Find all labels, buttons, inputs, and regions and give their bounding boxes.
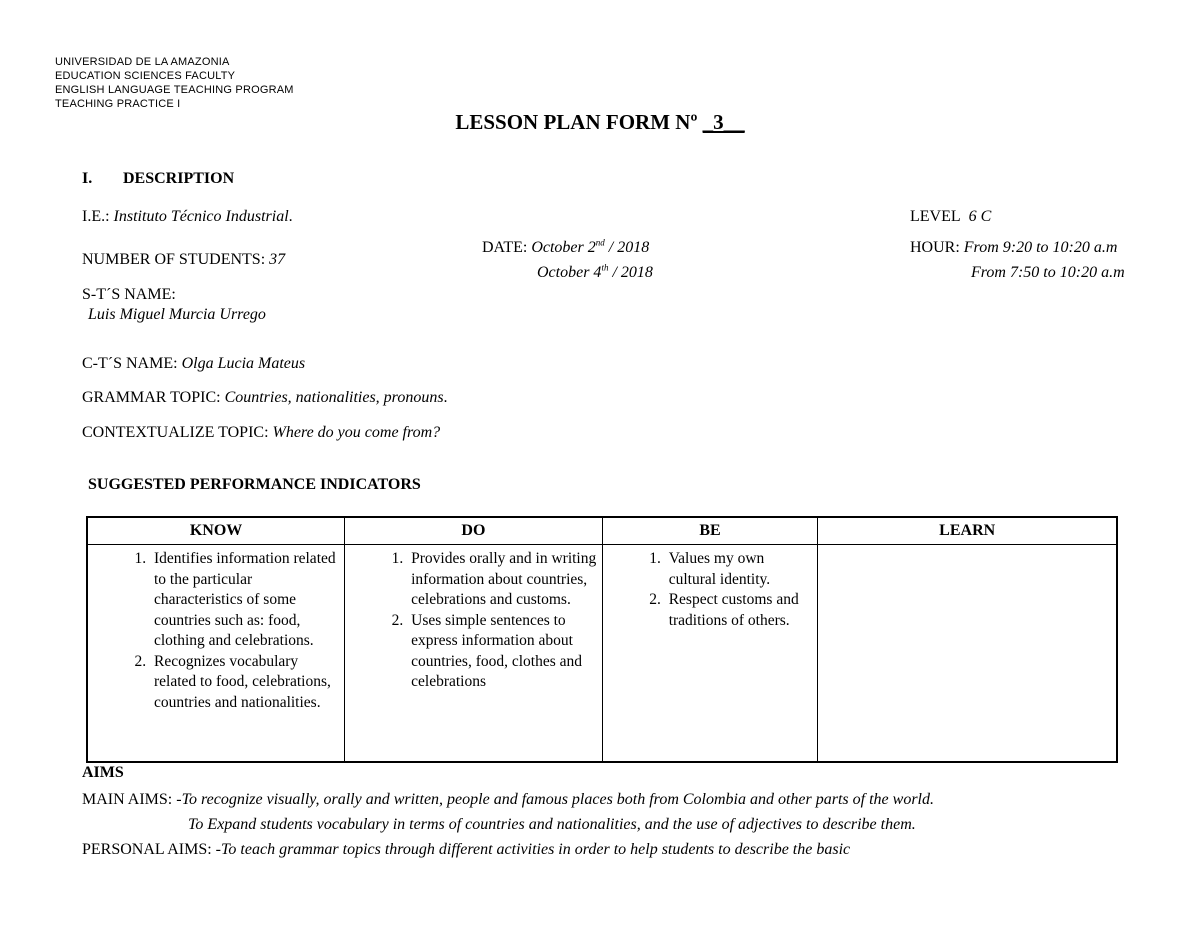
table-header-row (87, 517, 1117, 545)
date-2: October 4th / 2018 (537, 262, 653, 281)
ct-name-label: C-T´S NAME: (82, 355, 178, 372)
hour-1: From 9:20 to 10:20 a.m (963, 239, 1118, 256)
title-prefix: LESSON PLAN FORM Nº (455, 110, 703, 134)
institution-name: UNIVERSIDAD DE LA AMAZONIA (55, 56, 230, 68)
main-aim-2: To Expand students vocabulary in terms of countries and nationalities, and the use of adjectives to describe them. (188, 816, 916, 833)
know-cell (87, 545, 345, 763)
date-field-1 (482, 239, 649, 257)
ie-value: Instituto Técnico Industrial (113, 208, 289, 225)
date-label: DATE: (482, 239, 528, 256)
form-number: _3__ (702, 110, 745, 134)
level-label: LEVEL (910, 208, 961, 225)
hour-label: HOUR: (910, 239, 960, 256)
be-cell (602, 545, 818, 763)
grammar-topic-value: Countries, nationalities, pronouns (224, 389, 444, 406)
level-field (910, 208, 991, 226)
faculty-name: EDUCATION SCIENCES FACULTY (55, 70, 236, 82)
be-item: 2. Respect customs and traditions of others. (665, 590, 814, 631)
table-row (87, 545, 1117, 763)
hour-field-1 (910, 239, 1117, 257)
know-item: 2. Recognizes vocabulary related to food, celebrations, countries and nationalities. (150, 652, 340, 714)
program-name: ENGLISH LANGUAGE TEACHING PROGRAM (55, 84, 294, 96)
know-item: 1. Identifies information related to the particular characteristics of some countries such as: food, clothing and celebrations. (150, 549, 340, 652)
ie-period: . (288, 208, 293, 225)
main-aims-label: MAIN AIMS: (82, 791, 173, 808)
main-aim-1: -To recognize visually, orally and written, people and famous places both from Colombia and other parts of the world. (176, 791, 934, 808)
column-header-do: DO (345, 517, 603, 545)
do-cell (345, 545, 603, 763)
context-topic-field (82, 424, 440, 442)
date-1: October 2nd / 2018 (531, 237, 650, 256)
do-item: 2. Uses simple sentences to express information about countries, food, clothes and celebrations (407, 611, 598, 693)
hour-2: From 7:50 to 10:20 a.m (971, 264, 1125, 281)
context-topic-value: Where do you come from? (272, 424, 441, 441)
personal-aims-label: PERSONAL AIMS: (82, 841, 212, 858)
column-header-learn: LEARN (818, 517, 1117, 545)
students-value: 37 (269, 251, 286, 268)
ie-label: I.E.: (82, 208, 110, 225)
page-title (0, 110, 1200, 135)
ct-name-field (82, 355, 305, 373)
students-field (82, 251, 285, 269)
indicators-heading: SUGGESTED PERFORMANCE INDICATORS (88, 476, 421, 493)
aims-heading: AIMS (82, 764, 124, 781)
indicators-table (86, 516, 1118, 763)
context-topic-label: CONTEXTUALIZE TOPIC: (82, 424, 269, 441)
personal-aims-line (82, 841, 850, 859)
course-name: TEACHING PRACTICE I (55, 98, 181, 110)
column-header-know: KNOW (87, 517, 345, 545)
personal-aim-1: -To teach grammar topics through different activities in order to help students to describe the basic (215, 841, 851, 858)
st-name-value: Luis Miguel Murcia Urrego (88, 306, 266, 323)
section-heading: DESCRIPTION (123, 170, 235, 187)
ct-name-value: Olga Lucia Mateus (181, 355, 306, 372)
grammar-topic-field: GRAMMAR TOPIC: Countries, nationalities, pronouns. (82, 389, 448, 406)
column-header-be: BE (602, 517, 818, 545)
st-name-label: S-T´S NAME: (82, 286, 176, 303)
students-label: NUMBER OF STUDENTS: (82, 251, 266, 268)
grammar-topic-label: GRAMMAR TOPIC: (82, 389, 221, 406)
main-aims-line-1 (82, 791, 934, 809)
ie-field (82, 208, 293, 226)
level-value: 6 C (968, 208, 992, 225)
be-item: 1. Values my own cultural identity. (665, 549, 814, 590)
section-number: I. (82, 170, 93, 187)
do-item: 1. Provides orally and in writing information about countries, celebrations and customs. (407, 549, 598, 611)
learn-cell (818, 545, 1117, 763)
